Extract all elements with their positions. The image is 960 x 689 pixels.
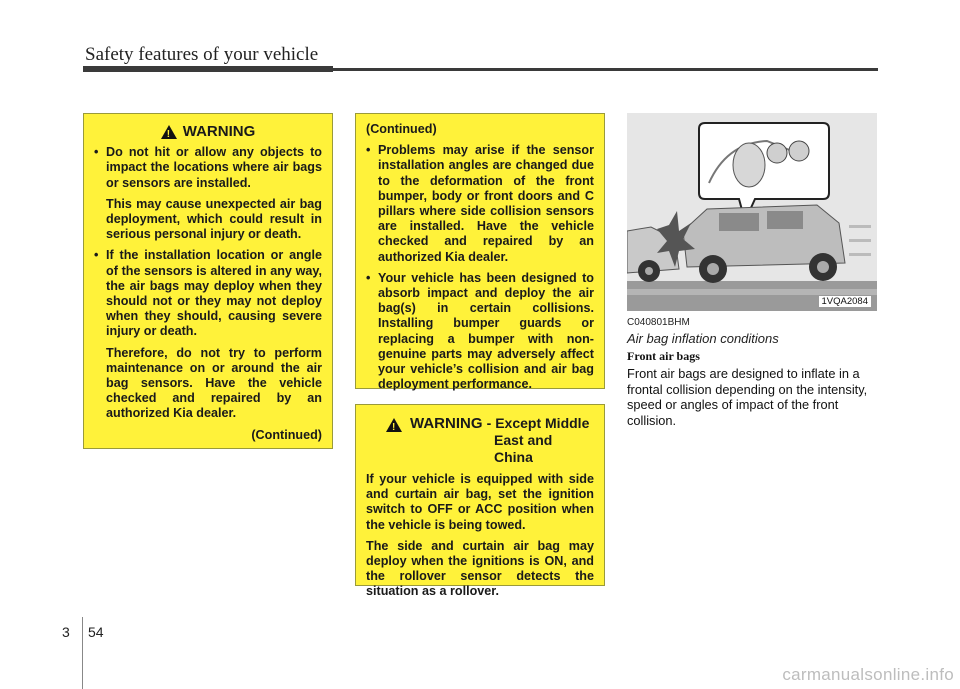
warning-box-3 xyxy=(355,404,605,599)
warning-item: • Do not hit or allow any objects to impact the locations where air bags or sensors are installed. This may cause unexpected air bag deployment, which could result in serious personal injury or death. xyxy=(94,145,322,242)
warning-triangle-icon xyxy=(386,418,402,432)
warning-item: • Your vehicle has been designed to absorb impact and deploy the air bag(s) in certain collisions. Installing bumper guards or replacing a bumper with non-genuine parts may adversely affect your vehicle’s collision and air bag deployment performance. xyxy=(366,270,594,392)
warning-header xyxy=(366,415,594,466)
warning-title-suffix: East and China xyxy=(494,432,553,465)
warning-triangle-icon xyxy=(161,125,177,139)
page-header-title: Safety features of your vehicle xyxy=(85,44,319,65)
warning-item: • Problems may arise if the sensor installation angles are changed due to the deformation of the front bumper, body or front doors and C pillars where side collision sensors are installed. Have the vehicle checked and repaired by an authorized Kia dealer. xyxy=(366,143,594,264)
section-subheading: Front air bags xyxy=(627,349,700,363)
warning-item-text: Problems may arise if the sensor installation angles are changed due to the deformation of the front bumper, body or front doors and C pillars where side collision sensors are installed. Have the vehicle checked and repaired by an authorized Kia dealer. xyxy=(378,143,594,264)
section-body: Front air bags are designed to inflate in a frontal collision depending on the intensity, speed or angles of impact of the front collision. xyxy=(627,366,868,428)
section-heading: Air bag inflation conditions xyxy=(627,331,779,346)
warning-item-text: Therefore, do not try to perform maintenance on or around the air bag sensors. Have the vehicle checked and repaired by an authorized Kia dealer. xyxy=(106,345,322,421)
warning-list xyxy=(366,143,594,392)
airbag-collision-illustration xyxy=(627,113,877,311)
header-rule xyxy=(83,68,878,71)
continued-label: (Continued) xyxy=(251,427,322,442)
warning-title: WARNING xyxy=(182,123,256,140)
chapter-number: 3 xyxy=(62,624,70,640)
warning-title: WARNING xyxy=(410,415,483,432)
warning-item-text: Do not hit or allow any objects to impact the locations where air bags or sensors are installed. xyxy=(106,145,322,190)
warning-item-text: Your vehicle has been designed to absorb impact and deploy the air bag(s) in certain collisions. Installing bumper guards or replacing a bumper with non-genuine parts may adversely affect your vehicle’s collision and air bag deployment performance. xyxy=(378,270,594,392)
warning-box-2 xyxy=(355,113,605,392)
warning-header xyxy=(94,124,322,139)
warning-paragraph: If your vehicle is equipped with side and curtain air bag, set the ignition switch to OFF or ACC position when the vehicle is being towed. xyxy=(366,472,594,532)
warning-item-text: If the installation location or angle of the sensors is altered in any way, the air bags may deploy when they should not or they may not deploy when they should, causing severe injury or death. xyxy=(106,248,322,339)
warning-paragraph: The side and curtain air bag may deploy when the ignitions is ON, and the rollover sensor detects the situation as a rollover. xyxy=(366,538,594,599)
section-code: C040801BHM xyxy=(627,317,690,328)
page-number-divider xyxy=(82,617,83,689)
warning-item-text: This may cause unexpected air bag deployment, which could result in serious personal injury or death. xyxy=(106,196,322,242)
warning-item: • If the installation location or angle of the sensors is altered in any way, the air bags may deploy when they should not or they may not deploy when they should, causing severe injury or death. Therefore, do not try to perform maintenance on or around the air bag sensors. Have the vehicle checked and repaired by an authorized Kia dealer. xyxy=(94,248,322,421)
warning-box-1 xyxy=(83,113,333,449)
warning-title-suffix: - Except Middle xyxy=(486,415,590,431)
illustration-caption: 1VQA2084 xyxy=(819,296,871,307)
watermark[interactable]: carmanualsonline.info xyxy=(782,665,954,684)
continued-label: (Continued) xyxy=(366,122,437,136)
warning-list xyxy=(94,145,322,421)
collision-car-icon xyxy=(627,113,877,311)
page-number: 54 xyxy=(88,624,104,640)
